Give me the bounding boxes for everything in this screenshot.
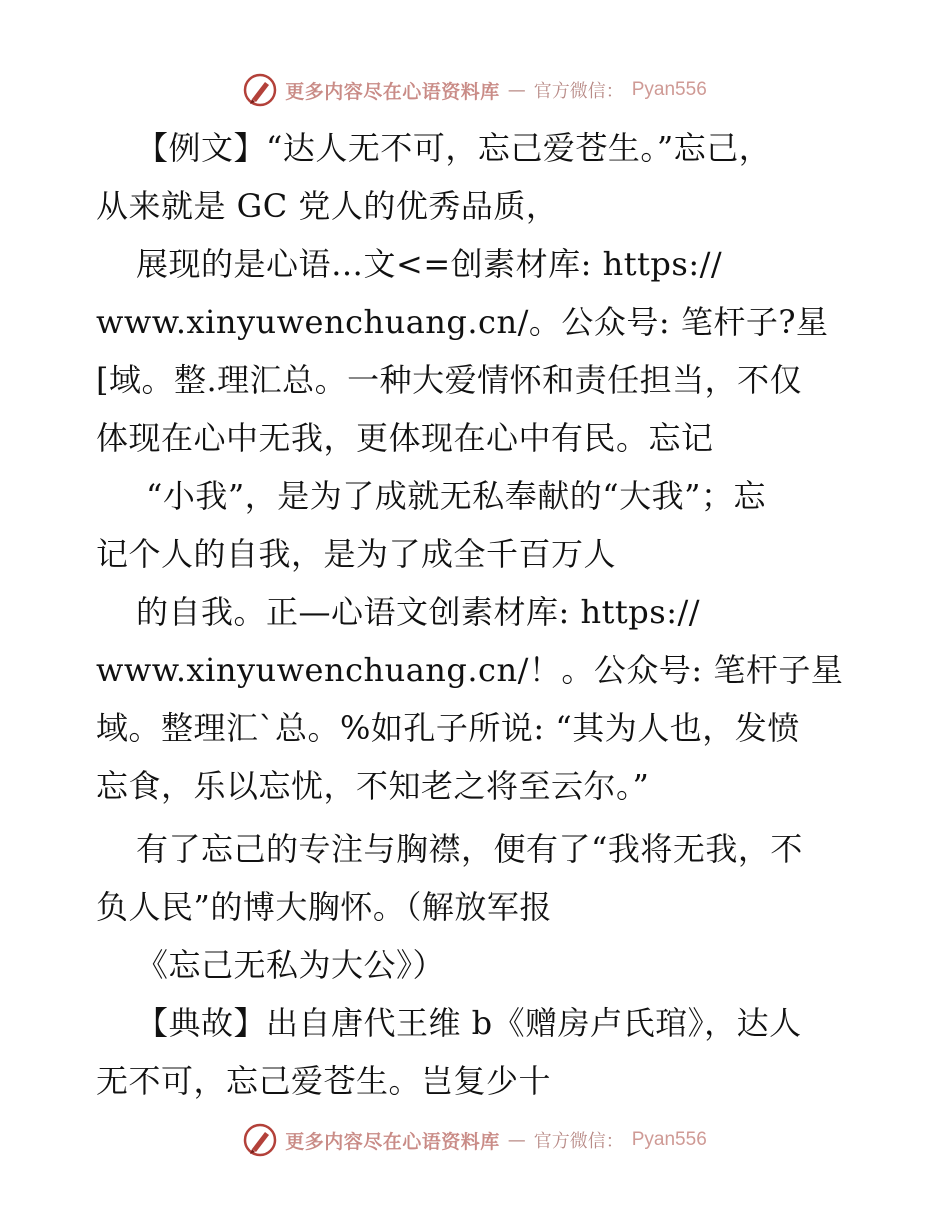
text-line: 忘食，乐以忘忧，不知老之将至云尔。” [96, 767, 650, 805]
text-line: 展现的是心语…文<=创素材库: https:// [136, 245, 723, 283]
text-line: [域。整.理汇总。一种大爱情怀和责任担当，不仅 [96, 361, 803, 399]
watermark-dash: — [507, 79, 526, 101]
watermark-label: 官方微信： [533, 1131, 624, 1152]
watermark-id: Pyan556 [631, 1129, 707, 1150]
text-line: 无不可，忘己爱苍生。岂复少十 [96, 1062, 552, 1100]
watermark-label: 官方微信： [533, 81, 624, 102]
text-line: “小我”，是为了成就无私奉献的“大我”；忘 [146, 477, 766, 515]
text-line: 【典故】出自唐代王维 b《赠房卢氏琯》，达人 [136, 1004, 802, 1042]
watermark-dash: — [507, 1129, 526, 1151]
pen-logo-icon [243, 1123, 277, 1157]
watermark-header [0, 70, 950, 110]
pen-logo-icon [243, 73, 277, 107]
watermark-id: Pyan556 [631, 79, 707, 100]
text-line: 负人民”的博大胸怀。（解放军报 [96, 888, 552, 926]
text-line: 域。整理汇`总。%如孔子所说: “其为人也，发愤 [96, 709, 800, 747]
text-line: www.xinyuwenchuang.cn/！。公众号: 笔杆子星 [96, 651, 844, 689]
watermark-brand: 更多内容尽在心语资料库 [285, 80, 500, 103]
text-line: www.xinyuwenchuang.cn/。公众号: 笔杆子?星 [96, 303, 829, 341]
text-line: 有了忘己的专注与胸襟，便有了“我将无我，不 [136, 830, 803, 868]
text-line: 记个人的自我，是为了成全千百万人 [96, 535, 617, 573]
text-line: 体现在心中无我，更体现在心中有民。忘记 [96, 419, 714, 457]
text-line: 【例文】“达人无不可，忘己爱苍生。”忘己， [136, 129, 772, 167]
text-line: 《忘己无私为大公》） [136, 946, 446, 984]
text-line: 从来就是 GC 党人的优秀品质， [96, 187, 559, 225]
text-line: 的自我。正—心语文创素材库: https:// [136, 593, 701, 631]
watermark-footer [0, 1120, 950, 1160]
watermark-brand: 更多内容尽在心语资料库 [285, 1130, 500, 1153]
